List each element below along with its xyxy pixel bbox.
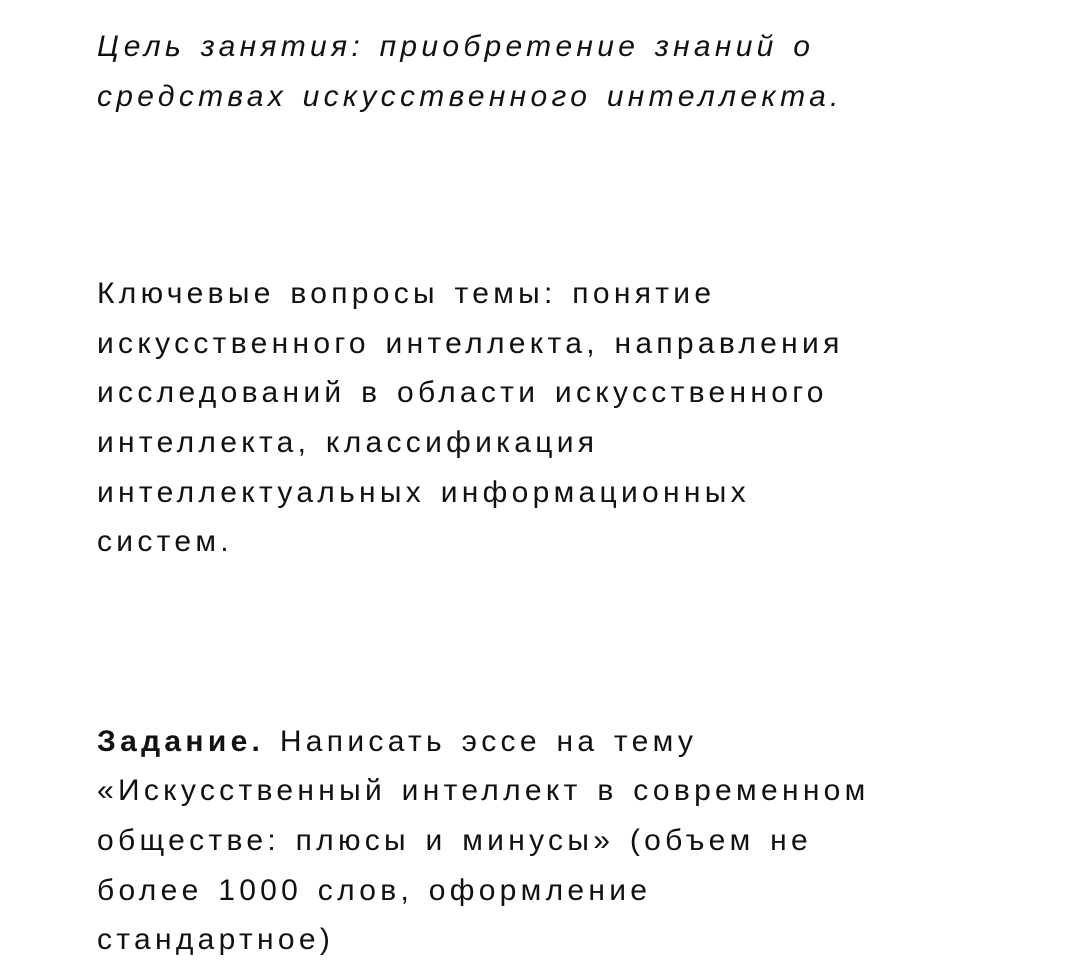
task-text: Написать эссе на тему «Искусственный интеллект в современном обществе: плюсы и минусы» (объем не более 1000 слов, оформление стандартное): [97, 724, 870, 957]
task-label: Задание.: [97, 724, 265, 758]
key-questions-paragraph: Ключевые вопросы темы: понятие искусственного интеллекта, направления исследований в области искусственного интеллекта, классификация интеллектуальных информационных систем.: [97, 277, 844, 559]
lesson-goal-paragraph: Цель занятия: приобретение знаний о средствах искусственного интеллекта.: [97, 30, 843, 113]
document-body: [97, 22, 997, 965]
task-paragraph: [97, 717, 997, 965]
